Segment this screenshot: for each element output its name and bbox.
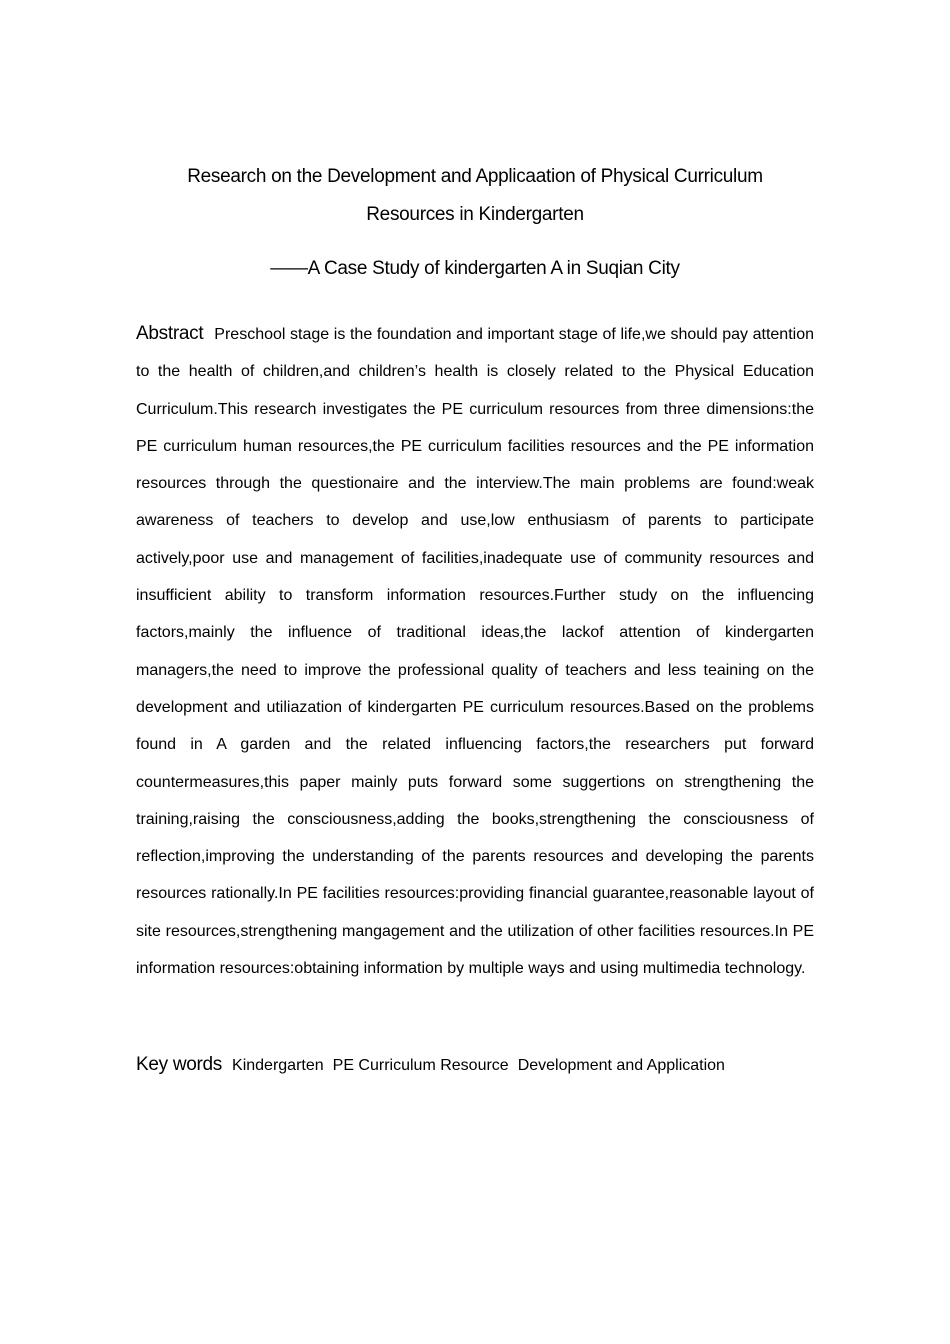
keyword-item: PE Curriculum Resource (332, 1057, 509, 1074)
abstract-label: Abstract (136, 323, 204, 344)
keywords-section (136, 1048, 814, 1083)
paper-subtitle: ——A Case Study of kindergarten A in Suqian City (270, 258, 680, 279)
abstract-section (136, 315, 814, 987)
keywords-label: Key words (136, 1054, 223, 1075)
title-block (136, 158, 814, 283)
keyword-item: Development and Application (517, 1057, 725, 1074)
title-line-1: Research on the Development and Applicaation of Physical Curriculum (187, 166, 763, 187)
paper-title (136, 158, 814, 233)
title-line-2: Resources in Kindergarten (366, 203, 584, 225)
keyword-item: Kindergarten (232, 1057, 324, 1074)
abstract-text: Preschool stage is the foundation and important stage of life,we should pay attention to the health of children,and children’s health is closely related to the Physical Education Curriculum.This research investigates the PE curriculum resources from three dimensions:the PE curriculum human resources,the PE curriculum facilities resources and the PE information resources through the questionaire and the interview.The main problems are found:weak awareness of teachers to develop and use,low enthusiasm of parents to participate actively,poor use and management of facilities,inadequate use of community resources and insufficient ability to transform information resources.Further study on the influencing factors,mainly the influence of traditional ideas,the lackof attention of kindergarten managers,the need to improve the professional quality of teachers and less teaining on the development and utiliazation of kindergarten PE curriculum resources.Based on the problems found in A garden and the related influencing factors,the researchers put forward countermeasures,this paper mainly puts forward some suggertions on strengthening the training,raising the consciousness,adding the books,strengthening the consciousness of reflection,improving the understanding of the parents resources and developing the parents resources rationally.In PE facilities resources:providing financial guarantee,reasonable layout of site resources,strengthening mangagement and the utilization of other facilities resources.In PE information resources:obtaining information by multiple ways and using multimedia technology. (136, 326, 814, 978)
